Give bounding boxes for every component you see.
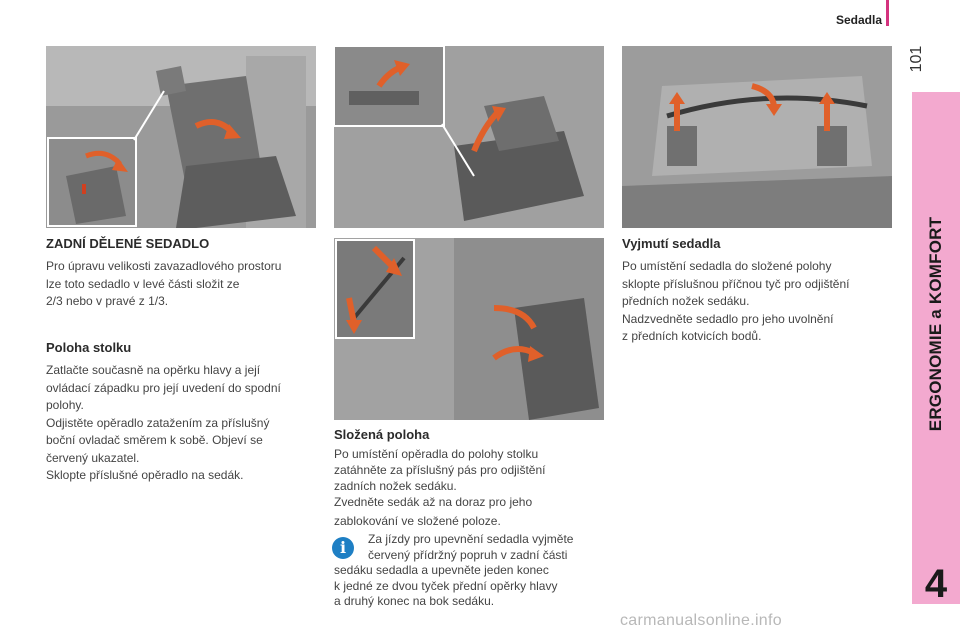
text-line: Zvedněte sedák až na doraz pro jeho (334, 495, 533, 509)
page-number: 101 (908, 45, 925, 73)
text-line: 2/3 nebo v pravé z 1/3. (46, 294, 169, 308)
header-title: Sedadla (835, 13, 882, 27)
header-accent-bar (886, 0, 889, 26)
text-line: zablokování ve složené poloze. (334, 514, 501, 528)
text-line: červený přídržný popruh v zadní části (368, 547, 568, 562)
photo-seat-removal (622, 46, 892, 228)
text-line: ovládací západku pro její uvedení do spodní (46, 380, 281, 395)
text-line: Po umístění sedadla do složené polohy (622, 259, 832, 273)
photo-split-seat (46, 46, 316, 228)
section-body-seat-removal (622, 258, 892, 346)
text-line: Pro úpravu velikosti zavazadlového prostoru (46, 259, 282, 273)
section-heading-seat-removal: Vyjmutí sedadla (622, 236, 721, 251)
photo-table-position (334, 46, 604, 228)
text-line: Odjistěte opěradlo zatažením za příslušný (46, 415, 270, 430)
text-line: sedáku sedadla a upevněte jeden konec (334, 563, 549, 577)
section-body-folded-position (334, 446, 604, 529)
text-line: polohy. (46, 398, 84, 412)
chapter-title: ERGONOMIE a KOMFORT (926, 216, 945, 432)
text-line: boční ovladač směrem k sobě. Objeví se (46, 433, 263, 447)
text-line: sklopte příslušnou příčnou tyč pro odjištění (622, 276, 850, 291)
text-line: a druhý konec na bok sedáku. (334, 594, 495, 608)
text-line: k jedné ze dvou tyček přední opěrky hlavy (334, 578, 558, 593)
text-line: Sklopte příslušné opěradlo na sedák. (46, 468, 244, 482)
section-heading-table-position: Poloha stolku (46, 340, 132, 355)
watermark: carmanualsonline.info (620, 612, 782, 629)
text-line: předních nožek sedáku. (622, 294, 750, 308)
section-body-table-position (46, 362, 321, 485)
text-line: zadních nožek sedáku. (334, 479, 457, 493)
info-note (334, 532, 604, 610)
chapter-number: 4 (924, 562, 948, 606)
info-icon: i (332, 537, 354, 559)
text-line: Zatlačte současně na opěrku hlavy a její (46, 363, 261, 377)
section-body-split-seat (46, 258, 321, 311)
text-line: Za jízdy pro upevnění sedadla vyjměte (368, 532, 574, 546)
text-line: Po umístění opěradla do polohy stolku (334, 447, 539, 461)
section-heading-folded-position: Složená poloha (334, 427, 430, 442)
chapter-side-tab (912, 92, 960, 604)
text-line: lze toto sedadlo v levé části složit ze (46, 276, 240, 291)
text-line: zatáhněte za příslušný pás pro odjištění (334, 463, 546, 477)
photo-folded-position (334, 238, 604, 420)
text-line: červený ukazatel. (46, 450, 140, 465)
text-line: Nadzvedněte sedadlo pro jeho uvolnění (622, 311, 834, 326)
section-heading-split-seat: ZADNÍ DĚLENÉ SEDADLO (46, 236, 210, 251)
text-line: z předních kotvicích bodů. (622, 329, 762, 343)
